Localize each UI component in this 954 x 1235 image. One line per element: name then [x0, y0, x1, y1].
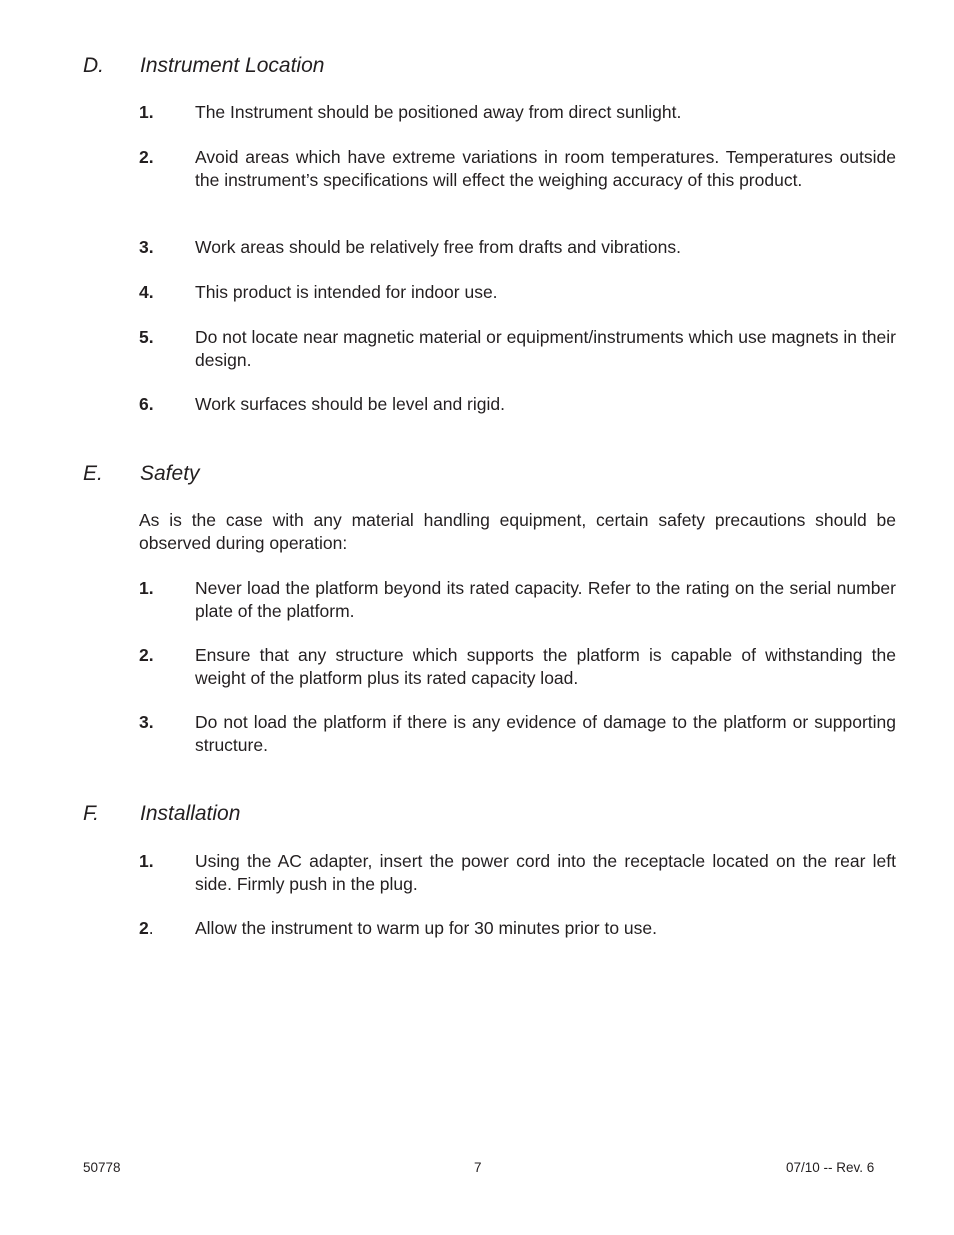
section-heading	[0, 53, 954, 79]
item-number: 6.	[139, 394, 154, 414]
list-item	[0, 577, 896, 622]
list-item	[0, 326, 896, 371]
item-number: 2.	[139, 645, 154, 665]
section-title: Safety	[140, 462, 200, 485]
item-text: Do not locate near magnetic material or equipment/instruments which use magnets in their design.	[195, 327, 896, 370]
list-item	[0, 281, 896, 304]
item-number: 1.	[139, 102, 154, 122]
list-item	[0, 644, 896, 689]
item-text: Using the AC adapter, insert the power cord into the receptacle located on the rear left side. Firmly push in the plug.	[195, 851, 896, 894]
list-item	[0, 236, 896, 259]
item-text: Ensure that any structure which supports the platform is capable of withstanding the weight of the platform plus its rated capacity load.	[195, 645, 896, 688]
item-number: 5.	[139, 327, 154, 347]
item-text: Avoid areas which have extreme variations in room temperatures. Temperatures outside the instrument’s specifications will effect the weighing accuracy of this product.	[195, 147, 896, 190]
list-item	[0, 101, 896, 124]
item-text: Never load the platform beyond its rated capacity. Refer to the rating on the serial number plate of the platform.	[195, 578, 896, 621]
item-number: 2.	[139, 918, 154, 938]
section-letter: D.	[83, 54, 104, 77]
section-title: Instrument Location	[140, 54, 325, 77]
section-safety	[0, 461, 954, 487]
section-instrument-location	[0, 53, 954, 79]
item-number: 1.	[139, 851, 154, 871]
list-item	[0, 850, 896, 895]
item-text: Do not load the platform if there is any evidence of damage to the platform or supporting structure.	[195, 712, 896, 755]
list-item	[0, 393, 896, 416]
section-heading	[0, 461, 954, 487]
item-text: Work areas should be relatively free from drafts and vibrations.	[195, 237, 682, 257]
section-title: Installation	[140, 802, 241, 825]
footer-page-number: 7	[474, 1160, 482, 1175]
list-item	[0, 711, 896, 756]
footer-doc-number: 50778	[83, 1160, 121, 1175]
section-installation	[0, 801, 954, 827]
section-letter: E.	[83, 462, 103, 485]
item-number: 1.	[139, 578, 154, 598]
item-text: Allow the instrument to warm up for 30 minutes prior to use.	[195, 918, 658, 938]
list-item	[0, 917, 896, 940]
footer-revision: 07/10 -- Rev. 6	[786, 1160, 875, 1175]
item-number: 2.	[139, 147, 154, 167]
item-number: 3.	[139, 712, 154, 732]
item-text: The Instrument should be positioned away from direct sunlight.	[195, 102, 682, 122]
item-number: 3.	[139, 237, 154, 257]
section-letter: F.	[83, 802, 99, 825]
item-text: This product is intended for indoor use.	[195, 282, 498, 302]
item-text: Work surfaces should be level and rigid.	[195, 394, 505, 414]
item-number: 4.	[139, 282, 154, 302]
section-heading	[0, 801, 954, 827]
section-intro: As is the case with any material handling equipment, certain safety precautions should be observed during operation:	[139, 510, 896, 553]
list-item	[0, 146, 896, 191]
